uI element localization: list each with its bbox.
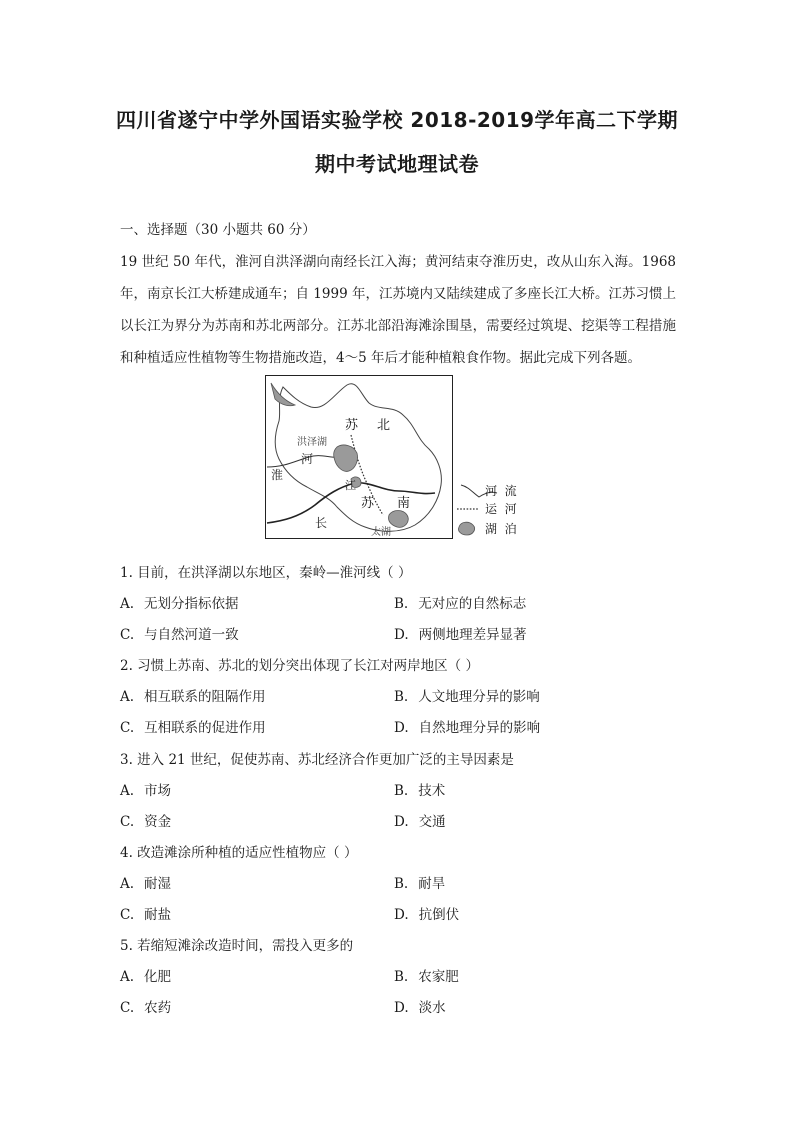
question-4-option-b[interactable]: B. 耐旱 [394, 876, 446, 892]
question-3-option-c[interactable]: C. 资金 [120, 814, 172, 830]
label-su-nan-2: 南 [397, 496, 411, 511]
section-heading: 一、选择题（30 小题共 60 分） [120, 222, 316, 238]
legend-lake-symbol [458, 522, 474, 535]
question-4-option-a[interactable]: A. 耐湿 [120, 876, 172, 892]
label-he: 河 [301, 452, 314, 466]
question-1-option-d[interactable]: D. 两侧地理差异显著 [394, 627, 527, 643]
label-su-nan-1: 苏 [361, 496, 375, 511]
legend-canal-label: 运 河 [485, 502, 517, 516]
question-5-option-c[interactable]: C. 农药 [120, 1000, 172, 1016]
label-su-bei-1: 苏 [345, 418, 359, 433]
title-line-1: 四川省遂宁中学外国语实验学校 2018-2019学年高二下学期 [115, 108, 679, 132]
question-3-option-b[interactable]: B. 技术 [394, 783, 446, 799]
intro-paragraph: 19 世纪 50 年代，淮河自洪泽湖向南经长江入海；黄河结束夺淮历史，改从山东入海。1968 年，南京长江大桥建成通车；自 1999 年，江苏境内又陆续建成了多座长江大桥。江苏习惯上以长江为界分为苏南和苏北两部分。江苏北部沿海滩涂围垦，需要经过筑堤、挖渠等工程措施和种植适应性植物等生物措施改造，4～5 年后才能种植粮食作物。据此完成下列各题。 [120, 254, 676, 366]
question-3-option-a[interactable]: A. 市场 [120, 783, 172, 799]
question-2-stem: 2. 习惯上苏南、苏北的划分突出体现了长江对两岸地区（ ） [120, 658, 479, 674]
jiangsu-map [265, 375, 530, 540]
question-1-stem: 1. 目前，在洪泽湖以东地区，秦岭—淮河线（ ） [120, 565, 412, 581]
label-huai: 淮 [271, 468, 284, 482]
legend-river-label: 河 流 [485, 484, 517, 498]
map-frame [266, 376, 453, 539]
question-5-option-a[interactable]: A. 化肥 [120, 969, 172, 985]
question-5-option-b[interactable]: B. 农家肥 [394, 969, 459, 985]
label-jiang: 江 [345, 479, 356, 492]
question-1-option-b[interactable]: B. 无对应的自然标志 [394, 596, 527, 612]
label-su-bei-2: 北 [377, 418, 391, 433]
legend-lake-label: 湖 泊 [485, 522, 517, 536]
question-2-option-b[interactable]: B. 人文地理分异的影响 [394, 689, 540, 705]
question-5-option-d[interactable]: D. 淡水 [394, 1000, 446, 1016]
label-chang: 长 [315, 516, 328, 530]
label-hongze: 洪泽湖 [297, 437, 327, 448]
question-2-option-d[interactable]: D. 自然地理分异的影响 [394, 720, 541, 736]
question-3-stem: 3. 进入 21 世纪，促使苏南、苏北经济合作更加广泛的主导因素是 [120, 752, 514, 768]
question-1-option-c[interactable]: C. 与自然河道一致 [120, 627, 239, 643]
title-line-2: 期中考试地理试卷 [315, 152, 479, 176]
question-2-option-a[interactable]: A. 相互联系的阻隔作用 [120, 689, 266, 705]
question-2-option-c[interactable]: C. 互相联系的促进作用 [120, 720, 266, 736]
question-4-stem: 4. 改造滩涂所种植的适应性植物应（ ） [120, 845, 358, 861]
question-1-option-a[interactable]: A. 无划分指标依据 [120, 596, 239, 612]
question-3-option-d[interactable]: D. 交通 [394, 814, 446, 830]
label-taihu: 太湖 [371, 527, 391, 538]
question-4-option-d[interactable]: D. 抗倒伏 [394, 907, 460, 923]
question-4-option-c[interactable]: C. 耐盐 [120, 907, 172, 923]
question-5-stem: 5. 若缩短滩涂改造时间，需投入更多的 [120, 938, 354, 954]
